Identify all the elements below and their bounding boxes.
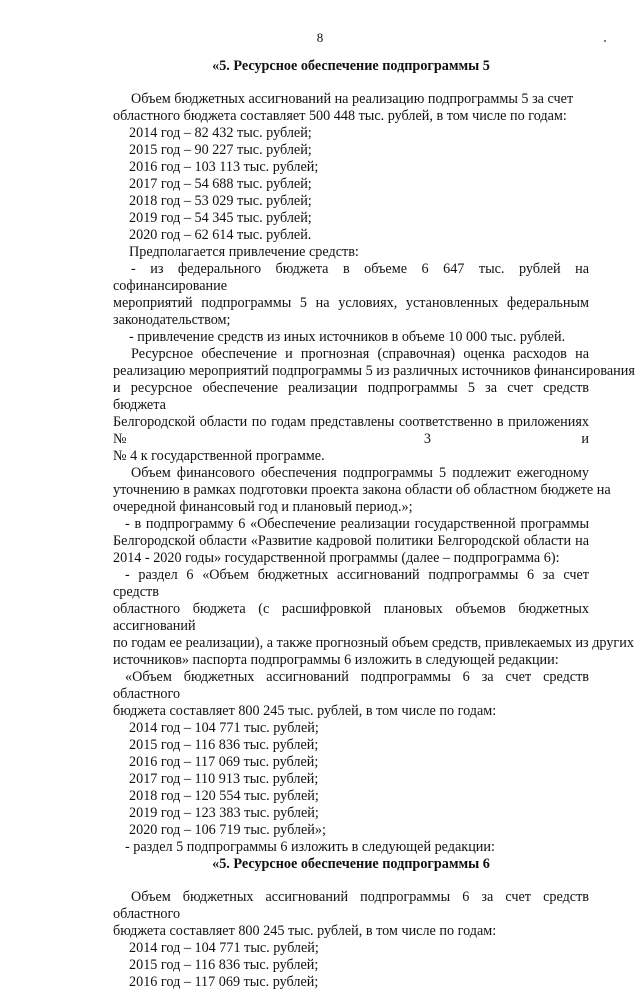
s6-year-2015: 2015 год – 116 836 тыс. рублей;	[129, 957, 319, 973]
s5-vol-line-3: очередной финансовый год и плановый период.»;	[113, 499, 413, 515]
s5-res-line-4: Белгородской области по годам представлены соответственно в приложениях № 3 и	[113, 414, 589, 447]
sub6-intro-line-1: - в подпрограмму 6 «Обеспечение реализации государственной программы	[125, 516, 589, 532]
sub6-intro-line-3: 2014 - 2020 годы» государственной программы (далее – подпрограмма 6):	[113, 550, 560, 566]
s5-other-sources: - привлечение средств из иных источников в объеме 10 000 тыс. рублей.	[129, 329, 566, 345]
scan-dot	[604, 40, 606, 42]
page-number: 8	[316, 30, 324, 45]
s6-intro-line-1: Объем бюджетных ассигнований подпрограммы 6 за счет средств областного	[113, 889, 589, 922]
sub6-intro-line-2: Белгородской области «Развитие кадровой политики Белгородской области на	[113, 533, 589, 549]
s5-year-2014: 2014 год – 82 432 тыс. рублей;	[129, 125, 312, 141]
sub6-year-2019: 2019 год – 123 383 тыс. рублей;	[129, 805, 319, 821]
sub6-quote-line-1: «Объем бюджетных ассигнований подпрограммы 6 за счет средств областного	[113, 669, 589, 702]
section5-heading: «5. Ресурсное обеспечение подпрограммы 5	[212, 58, 490, 74]
s5-year-2019: 2019 год – 54 345 тыс. рублей;	[129, 210, 312, 226]
sub6-year-2020: 2020 год – 106 719 тыс. рублей»;	[129, 822, 326, 838]
sub6-section5-note: - раздел 5 подпрограммы 6 изложить в следующей редакции:	[125, 839, 495, 855]
s5-fed-line-3: законодательством;	[113, 312, 231, 328]
s5-res-line-5: № 4 к государственной программе.	[113, 448, 325, 464]
sub6-year-2016: 2016 год – 117 069 тыс. рублей;	[129, 754, 319, 770]
s6-year-2016: 2016 год – 117 069 тыс. рублей;	[129, 974, 319, 990]
sub6-sec-line-3: по годам ее реализации), а также прогнозный объем средств, привлекаемых из других	[113, 635, 634, 651]
s5-vol-line-1: Объем финансового обеспечения подпрограммы 5 подлежит ежегодному	[131, 465, 589, 481]
sub6-year-2017: 2017 год – 110 913 тыс. рублей;	[129, 771, 319, 787]
s5-intro-line-1: Объем бюджетных ассигнований на реализацию подпрограммы 5 за счет	[131, 91, 574, 107]
s5-res-line-2: реализацию мероприятий подпрограммы 5 из различных источников финансирования	[113, 363, 635, 379]
document-body	[113, 58, 635, 991]
s5-fed-line-2: мероприятий подпрограммы 5 на условиях, установленных федеральным	[113, 295, 589, 311]
sub6-quote-line-2: бюджета составляет 800 245 тыс. рублей, в том числе по годам:	[113, 703, 497, 719]
sub6-year-2015: 2015 год – 116 836 тыс. рублей;	[129, 737, 319, 753]
s5-year-2015: 2015 год – 90 227 тыс. рублей;	[129, 142, 312, 158]
s5-intro-line-2: областного бюджета составляет 500 448 тыс. рублей, в том числе по годам:	[113, 108, 567, 124]
s5-res-line-3: и ресурсное обеспечение реализации подпрограммы 5 за счет средств бюджета	[113, 380, 589, 413]
s5-year-2018: 2018 год – 53 029 тыс. рублей;	[129, 193, 312, 209]
sub6-sec-line-2: областного бюджета (с расшифровкой плановых объемов бюджетных ассигнований	[113, 601, 589, 634]
s5-year-2020: 2020 год – 62 614 тыс. рублей.	[129, 227, 312, 243]
s5-attract: Предполагается привлечение средств:	[129, 244, 359, 260]
sub6-year-2018: 2018 год – 120 554 тыс. рублей;	[129, 788, 319, 804]
section6-heading: «5. Ресурсное обеспечение подпрограммы 6	[212, 856, 490, 872]
sub6-year-2014: 2014 год – 104 771 тыс. рублей;	[129, 720, 319, 736]
sub6-sec-line-4: источников» паспорта подпрограммы 6 изложить в следующей редакции:	[113, 652, 559, 668]
s5-year-2016: 2016 год – 103 113 тыс. рублей;	[129, 159, 319, 175]
s5-fed-line-1: - из федерального бюджета в объеме 6 647 тыс. рублей на софинансирование	[113, 261, 589, 294]
s6-year-2014: 2014 год – 104 771 тыс. рублей;	[129, 940, 319, 956]
s5-res-line-1: Ресурсное обеспечение и прогнозная (справочная) оценка расходов на	[131, 346, 589, 362]
s5-vol-line-2: уточнению в рамках подготовки проекта закона области об областном бюджете на	[113, 482, 611, 498]
s6-intro-line-2: бюджета составляет 800 245 тыс. рублей, в том числе по годам:	[113, 923, 497, 939]
sub6-sec-line-1: - раздел 6 «Объем бюджетных ассигнований подпрограммы 6 за счет средств	[113, 567, 589, 600]
s5-year-2017: 2017 год – 54 688 тыс. рублей;	[129, 176, 312, 192]
